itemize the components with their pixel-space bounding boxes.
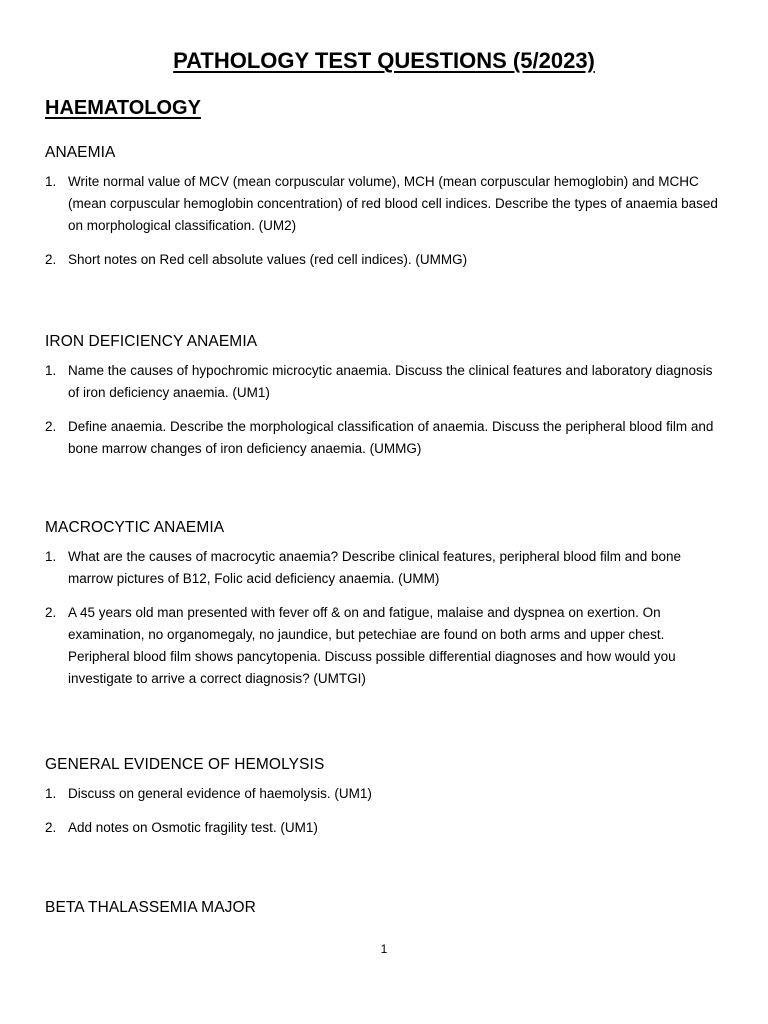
question-text: What are the causes of macrocytic anaemia? Describe clinical features, peripheral blood film and bone marrow pictures of B12, Folic acid deficiency anaemia. (UMM) (68, 549, 682, 586)
question-text: Add notes on Osmotic fragility test. (UM1) (68, 820, 318, 835)
question-text: A 45 years old man presented with fever off & on and fatigue, malaise and dyspnea on exertion. On examination, no organomegaly, no jaundice, but petechiae are found on both arms and upper chest. Peripheral blood film shows pancytopenia. Discuss possible differential diagnoses and how would you investigate to arrive a correct diagnosis? (UMTGI) (68, 605, 676, 686)
section-heading: ANAEMIA (45, 144, 116, 161)
section-general-evidence-of-hemolysis (45, 755, 725, 851)
question-item (45, 602, 725, 690)
question-item (45, 817, 725, 839)
section-heading: MACROCYTIC ANAEMIA (45, 519, 225, 536)
question-number: 1. (45, 549, 57, 564)
question-item (45, 249, 725, 271)
page-number: 1 (380, 942, 388, 956)
section-anaemia (45, 143, 725, 283)
question-number: 1. (45, 174, 57, 189)
question-text: Write normal value of MCV (mean corpuscular volume), MCH (mean corpuscular hemoglobin) and MCHC (mean corpuscular hemoglobin concentration) of red blood cell indices. Describe the types of anaemia based on morphological classification. (UM2) (68, 174, 718, 233)
question-number: 2. (45, 419, 57, 434)
question-list (45, 546, 725, 690)
question-list (45, 783, 725, 839)
question-item (45, 171, 725, 237)
question-text: Name the causes of hypochromic microcytic anaemia. Discuss the clinical features and laboratory diagnosis of iron deficiency anaemia. (UM1) (68, 363, 713, 400)
section-iron-deficiency-anaemia (45, 332, 725, 472)
question-list (45, 171, 725, 271)
subject-heading: HAEMATOLOGY (45, 97, 201, 119)
question-item (45, 360, 725, 404)
question-item (45, 416, 725, 460)
question-number: 2. (45, 252, 57, 267)
question-number: 2. (45, 820, 57, 835)
question-item (45, 546, 725, 590)
question-number: 1. (45, 786, 57, 801)
section-beta-thalassemia-major (45, 898, 725, 926)
document-title: PATHOLOGY TEST QUESTIONS (5/2023) (173, 48, 595, 73)
question-text: Discuss on general evidence of haemolysis. (UM1) (68, 786, 372, 801)
question-number: 1. (45, 363, 57, 378)
question-number: 2. (45, 605, 57, 620)
section-macrocytic-anaemia (45, 518, 725, 702)
section-heading: BETA THALASSEMIA MAJOR (45, 899, 256, 916)
question-list (45, 360, 725, 460)
section-heading: IRON DEFICIENCY ANAEMIA (45, 333, 258, 350)
question-text: Define anaemia. Describe the morphological classification of anaemia. Discuss the peripheral blood film and bone marrow changes of iron deficiency anaemia. (UMMG) (68, 419, 714, 456)
question-item (45, 783, 725, 805)
section-heading: GENERAL EVIDENCE OF HEMOLYSIS (45, 756, 325, 773)
question-text: Short notes on Red cell absolute values (red cell indices). (UMMG) (68, 252, 468, 267)
